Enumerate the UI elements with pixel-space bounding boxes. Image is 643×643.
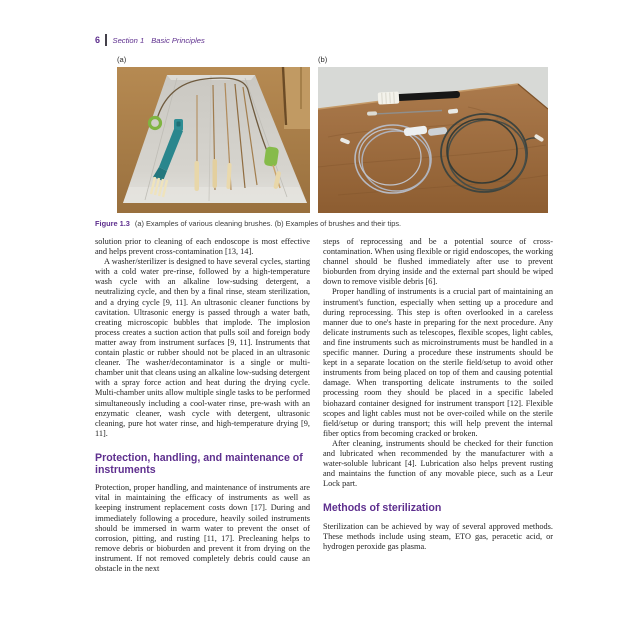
figure-b-label: (b) xyxy=(318,55,328,64)
figure-caption-label: Figure 1.3 xyxy=(95,219,130,228)
figure-b-photo xyxy=(318,67,548,213)
page-number: 6 xyxy=(95,35,101,45)
paragraph-washer-sterilizer: A washer/sterilizer is designed to have several cycles, starting with a cold water pre-rinse, followed by a high-temperature wash cycle with an alkaline low-sudsing detergent, a neutralizing cycle, and then by a final rinse, steam sterilization, and a drying cycle [9, 11]. An ultrasonic cleaner functions by cavitation. Ultrasonic energy is passed through a water bath, creating microscopic bubbles that implode. The implosion process creates a suction action that pulls soil and foreign body matter away from instrument surfaces [9, 11]. Instruments that contain plastic or rubber should not be placed in an ultrasonic cleaner. The washer/decontaminator is a single or multi-chamber unit that cleans using an alkaline low-sudsing detergent with a spray force action and heat during the drying cycle. Multi-chamber units allow multiple single tasks to be performed simultaneously including a cool-water rinse, pre-wash with an enzymatic cleaner, wash cycle with detergent, ultrasonic cleaning, pure hot water rinse, and high-temperature drying [9, 11]. xyxy=(95,257,310,438)
paragraph-sterilization-methods: Sterilization can be achieved by way of several approved methods. These methods include using steam, ETO gas, peracetic acid, or hydrogen peroxide gas plasma. xyxy=(323,521,553,551)
header-divider xyxy=(105,34,107,46)
body-columns xyxy=(95,237,553,574)
paragraph-after-cleaning: After cleaning, instruments should be checked for their function and lubricated when recommended by the manufacturer with a water-soluble lubricant [4]. Lubrication also helps prevent rusting and maintains the function of any movable piece, such as a Leur Lock part. xyxy=(323,438,553,489)
brush-tips-photo xyxy=(318,67,548,213)
paragraph-protection: Protection, proper handling, and maintenance of instruments are vital in maintaining the efficacy of instruments as well as keeping instrument replacement costs down [17]. During and immediately following a procedure, heavily soiled instruments should be immersed in warm water to prevent the onset of corrosion, pitting, and rusting [11, 17]. Precleaning helps to remove debris or bioburden and prevent it from drying on the instrument. If not removed completely debris could cause an obstacle in the next xyxy=(95,483,310,574)
heading-methods-sterilization: Methods of sterilization xyxy=(323,502,442,515)
figure-caption xyxy=(95,219,555,228)
heading-protection-handling: Protection, handling, and maintenance of instruments xyxy=(95,451,303,477)
left-column xyxy=(95,237,310,574)
paragraph-proper-handling: Proper handling of instruments is a crucial part of maintaining an instrument's function, especially when setting up a procedure and during reprocessing. This step is often overlooked in a careless manner due to one's haste in preparing for the next procedure. Any delicate instruments such as telescopes, flexible scopes, light cables, and fine instruments such as microinstruments must be handled in a specific manner. During a procedure these instruments should be kept in a separate location on the sterile field/setup to avoid other instruments from being placed on top of them and causing potential damage. When transporting delicate instruments to the soiled processing room they should be placed in a specific labeled biohazard container designed for instrument transport [12]. Flexible scopes and light cables must not be over-coiled while on the sterile field/setup or during transport; this will help prevent the internal fiber optics from becoming cracked or broken. xyxy=(323,287,553,438)
page-header xyxy=(95,34,205,46)
section-label: Section 1 xyxy=(112,35,145,45)
figure-a-label: (a) xyxy=(117,55,127,64)
figure-caption-text: (a) Examples of various cleaning brushes. (b) Examples of brushes and their tips. xyxy=(134,219,402,228)
figure-a-photo xyxy=(117,67,310,213)
paragraph-washer-intro: solution prior to cleaning of each endoscope is most effective and helps prevent cross-contamination [13, 14]. xyxy=(95,237,310,257)
section-title: Basic Principles xyxy=(151,35,205,45)
paragraph-reprocessing: steps of reprocessing and be a potential source of cross-contamination. When using flexible or rigid endoscopes, the working channel should be flushed immediately after use to prevent bioburden from drying inside and the external part should be wiped down to remove visible debris [6]. xyxy=(323,237,553,287)
cleaning-brushes-photo xyxy=(117,67,310,213)
right-column xyxy=(323,237,553,574)
